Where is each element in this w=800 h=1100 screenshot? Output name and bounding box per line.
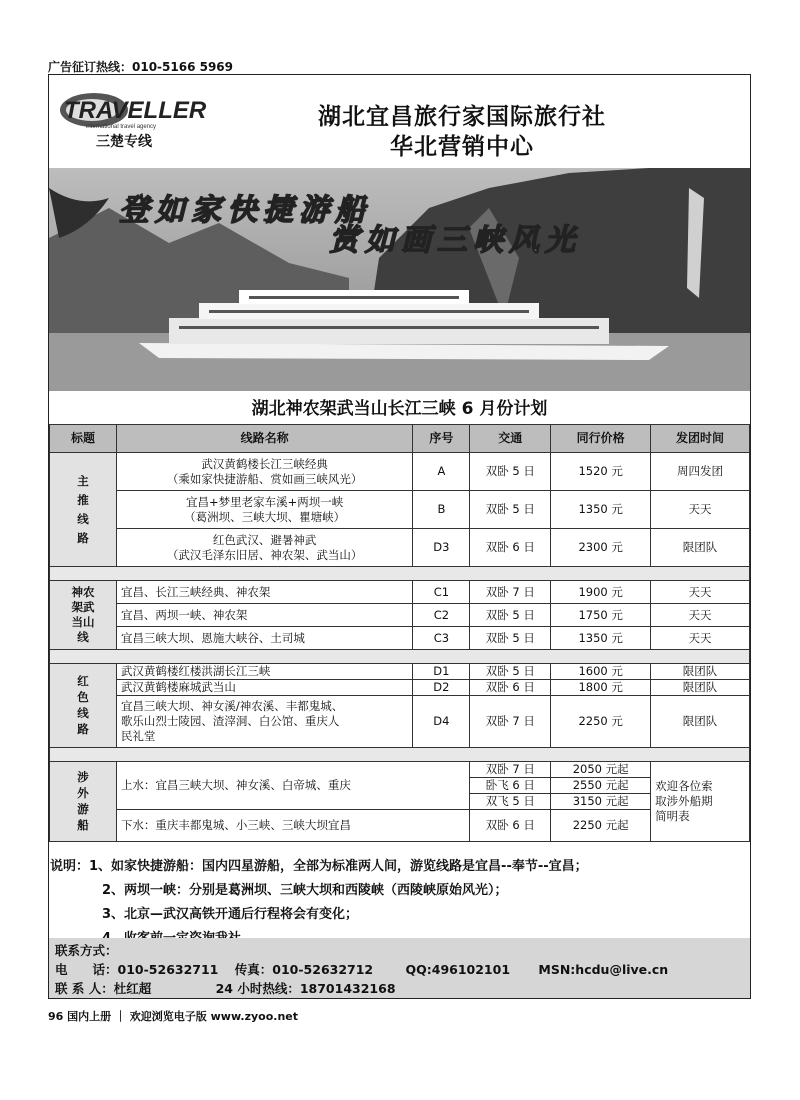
price-cell: 2050 元起 (551, 762, 651, 778)
code-cell: C1 (413, 581, 470, 604)
price-cell: 1750 元 (551, 604, 651, 627)
table-row (50, 491, 750, 529)
table-row (50, 696, 750, 748)
logo-brand: TRAVELLER (64, 97, 207, 124)
price-cell: 3150 元起 (551, 794, 651, 810)
header-departure: 发团时间 (651, 425, 750, 453)
route-cell: 宜昌三峡大坝、恩施大峡谷、土司城 (116, 627, 412, 650)
category-foreign: 涉外游船 (50, 762, 117, 842)
code-cell: A (413, 453, 470, 491)
note-item: 说明：1、如家快捷游船：国内四星游船，全部为标准两人间，游览线路是宜昌--奉节--宜昌； (50, 859, 588, 874)
header-code: 序号 (413, 425, 470, 453)
route-cell: 红色武汉、避暑神武 （武汉毛泽东旧居、神农架、武当山） (116, 529, 412, 567)
table-row (50, 604, 750, 627)
departure-cell: 限团队 (651, 680, 750, 696)
table-row (50, 664, 750, 680)
code-cell: D3 (413, 529, 470, 567)
phone-value: 010-52632711 (117, 962, 219, 977)
traveller-logo (56, 90, 246, 152)
price-cell: 1350 元 (551, 627, 651, 650)
transport-cell: 双卧 7 日 (470, 581, 551, 604)
table-row (50, 810, 750, 842)
code-cell: C2 (413, 604, 470, 627)
table-header-row (50, 425, 750, 453)
route-cell: 宜昌三峡大坝、神女溪/神农溪、丰都鬼城、 歌乐山烈士陵园、渣滓洞、白公馆、重庆人 民礼堂 (116, 696, 412, 748)
ad-hotline: 广告征订热线：010-5166 5969 (48, 60, 234, 74)
route-cell: 宜昌、两坝一峡、神农架 (116, 604, 412, 627)
route-cell: 宜昌+梦里老家车溪+两坝一峡 （葛洲坝、三峡大坝、瞿塘峡） (116, 491, 412, 529)
transport-cell: 双卧 6 日 (470, 810, 551, 842)
agency-name (262, 102, 662, 162)
banner-scene (49, 168, 750, 391)
header-category: 标题 (50, 425, 117, 453)
transport-cell: 双卧 5 日 (470, 491, 551, 529)
header-price: 同行价格 (551, 425, 651, 453)
departure-cell: 天天 (651, 627, 750, 650)
price-cell: 2250 元起 (551, 810, 651, 842)
table-row (50, 680, 750, 696)
transport-cell: 双卧 5 日 (470, 604, 551, 627)
category-main: 主推线路 (50, 453, 117, 567)
itinerary-table (49, 424, 750, 842)
agency-line1: 湖北宜昌旅行家国际旅行社 (318, 103, 606, 130)
price-cell: 2550 元起 (551, 778, 651, 794)
transport-cell: 双卧 5 日 (470, 664, 551, 680)
msn-value: MSN:hcdu@live.cn (538, 962, 669, 977)
departure-cell: 天天 (651, 604, 750, 627)
section-spacer (50, 650, 750, 664)
logo-sub: 三楚专线 (96, 134, 152, 150)
plan-title: 湖北神农架武当山长江三峡 6 月份计划 (251, 399, 548, 419)
transport-cell: 双飞 5 日 (470, 794, 551, 810)
price-cell: 1520 元 (551, 453, 651, 491)
route-cell: 宜昌、长江三峡经典、神农架 (116, 581, 412, 604)
route-cell: 武汉黄鹤楼麻城武当山 (116, 680, 412, 696)
departure-cell: 限团队 (651, 529, 750, 567)
note-item: 3、北京—武汉高铁开通后行程将会有变化； (102, 907, 359, 922)
price-cell: 1350 元 (551, 491, 651, 529)
foreign-note: 欢迎各位索 取涉外船期 简明表 (651, 762, 750, 842)
person-value: 杜红超 (113, 981, 152, 996)
departure-cell: 限团队 (651, 696, 750, 748)
cruise-banner (49, 168, 750, 391)
phone-label: 电 话： (55, 962, 118, 977)
table-row (50, 627, 750, 650)
table-row (50, 762, 750, 778)
transport-cell: 双卧 7 日 (470, 762, 551, 778)
code-cell: B (413, 491, 470, 529)
qq-value: QQ:496102101 (405, 962, 511, 977)
contact-box (49, 938, 750, 998)
hotline-label: 24 小时热线： (215, 981, 300, 996)
table-row (50, 453, 750, 491)
table-row (50, 581, 750, 604)
departure-cell: 周四发团 (651, 453, 750, 491)
price-cell: 1600 元 (551, 664, 651, 680)
route-cell: 武汉黄鹤楼红楼洪湖长江三峡 (116, 664, 412, 680)
header-route: 线路名称 (116, 425, 412, 453)
section-spacer (50, 567, 750, 581)
person-label: 联 系 人： (55, 981, 114, 996)
route-cell-downstream: 下水：重庆丰都鬼城、小三峡、三峡大坝宜昌 (116, 810, 469, 842)
price-cell: 2300 元 (551, 529, 651, 567)
agency-line2: 华北营销中心 (390, 133, 534, 160)
route-cell: 武汉黄鹤楼长江三峡经典 （乘如家快捷游船、赏如画三峡风光） (116, 453, 412, 491)
departure-cell: 限团队 (651, 664, 750, 680)
section-spacer (50, 748, 750, 762)
transport-cell: 卧飞 6 日 (470, 778, 551, 794)
category-shennongjia: 神农架武当山线 (50, 581, 117, 650)
departure-cell: 天天 (651, 491, 750, 529)
route-cell-upstream: 上水：宜昌三峡大坝、神女溪、白帝城、重庆 (116, 762, 469, 810)
transport-cell: 双卧 5 日 (470, 453, 551, 491)
code-cell: D1 (413, 664, 470, 680)
page-footer: 96 国内上册 ｜ 欢迎浏览电子版 www.zyoo.net (48, 1010, 299, 1023)
fax-label: 传真： (234, 962, 273, 977)
hotline-value: 18701432168 (299, 981, 396, 996)
code-cell: D2 (413, 680, 470, 696)
transport-cell: 双卧 6 日 (470, 680, 551, 696)
banner-slogan2: 赏如画三峡风光 (329, 223, 581, 258)
header-transport: 交通 (470, 425, 551, 453)
price-cell: 1800 元 (551, 680, 651, 696)
transport-cell: 双卧 6 日 (470, 529, 551, 567)
banner-slogan1: 登如家快捷游船 (119, 193, 371, 228)
table-row (50, 529, 750, 567)
code-cell: C3 (413, 627, 470, 650)
category-red: 红色线路 (50, 664, 117, 748)
logo-tagline: international travel agency (86, 124, 157, 130)
notes (50, 855, 588, 951)
transport-cell: 双卧 7 日 (470, 696, 551, 748)
departure-cell: 天天 (651, 581, 750, 604)
transport-cell: 双卧 5 日 (470, 627, 551, 650)
price-cell: 1900 元 (551, 581, 651, 604)
code-cell: D4 (413, 696, 470, 748)
contact-heading: 联系方式： (55, 943, 118, 958)
fax-value: 010-52632712 (272, 962, 374, 977)
price-cell: 2250 元 (551, 696, 651, 748)
note-item: 2、两坝一峡：分别是葛洲坝、三峡大坝和西陵峡（西陵峡原始风光）； (102, 883, 508, 898)
